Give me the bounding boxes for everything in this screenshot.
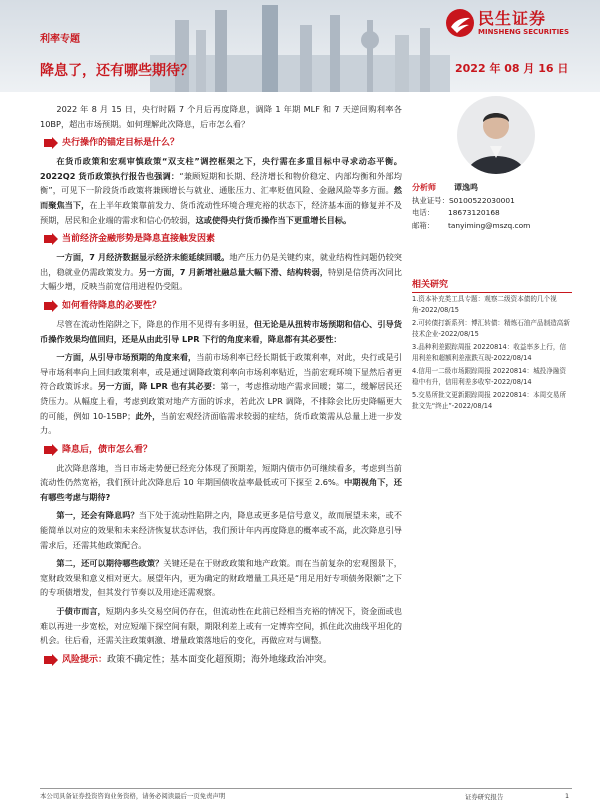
paragraph: 尽管在流动性陷阱之下，降息的作用不见得有多明显，但无论是从扭转市场预期和信心、引导货币操作效果均值回归，还是从由此引导 LPR 下行的角度来看，降息都有其必要性：: [40, 318, 402, 344]
paragraph: 在货币政策和宏观审慎政策“双支柱”调控框架之下，央行需在多重目标中寻求动态平衡。2022Q2 货币政策执行报告也强调：“兼顾短期和长期、经济增长和物价稳定、内部均衡和外部均衡”，可见下一阶段货币政策将兼顾增长与就业、通胀压力、汇率贬值风险、金融风险等多方面。然而聚焦当下，在上半年政策靠前发力、货币流动性环境合理充裕的状态下，经济基本面的修复并不及预期，居民和企业端的需求和信心仍较弱，这或使得央行货币操作当下更重增长目标。: [40, 156, 402, 225]
arrow-right-icon: [44, 233, 58, 245]
report-body: [40, 102, 402, 671]
arrow-right-icon: [44, 444, 58, 456]
arrow-right-icon: [44, 137, 58, 149]
analyst-email[interactable]: tanyiming@mszq.com: [448, 220, 531, 230]
paragraph: 此次降息落地，当日市场走势便已经充分体现了预期差，短期内债市仍可继续看多，考虑到当前流动性仍然宽裕，我们预计此次降息后 10 年期国债收益率最低或可下探至 2.6%。中期视角下，还有哪些考虑与期待?: [40, 462, 402, 502]
analyst-name: 谭逸鸣: [454, 183, 478, 192]
paragraph: 一方面，7 月经济数据显示经济未能延续回暖。地产压力仍是关键约束，就业结构性问题仍较突出，稳就业仍需政策发力。另一方面，7 月新增社融总量大幅下滑、结构转弱，特别是信贷再次同比大幅少增，反映当前宽信用进程仍受阻。: [40, 252, 402, 292]
page-footer: [40, 788, 572, 800]
analyst-cert: S0100522030001: [448, 195, 515, 205]
report-category-tag: 利率专题: [40, 34, 80, 45]
logo-name-en: MINSHENG SECURITIES: [478, 28, 569, 36]
section-heading: 降息后，债市怎么看？: [40, 442, 402, 459]
paragraph: 第一，还会有降息吗？当下处于流动性陷阱之内，降息或更多是信号意义，故而展望未来，或不能简单以对应的效果和未来经济恢复状态评估，我们预计年内再度降息的概率或不高，此次降息引导需求后，还需其他政策配合。: [40, 510, 402, 550]
list-item[interactable]: 5.交易所批文更新跟踪周报 20220814：本周交易所批文先“终止”-2022/08/14: [412, 391, 567, 410]
page-number: 1: [565, 792, 570, 800]
risk-warning: 风险提示：政策不确定性；基本面变化超预期；海外地缘政治冲突。: [40, 652, 402, 669]
arrow-right-icon: [44, 300, 58, 312]
section-heading: 央行操作的锚定目标是什么？: [40, 135, 402, 152]
list-item[interactable]: 1.资本补充类工具专题：观察二级资本债的几个视角-2022/08/15: [412, 295, 557, 314]
analyst-phone: 18673120168: [448, 208, 500, 218]
report-header: [0, 0, 600, 92]
footer-report-type: 证券研究报告: [465, 793, 504, 800]
related-research-list: [412, 294, 572, 414]
list-item[interactable]: 2.可转债打新系列：博汇转债：精炼石油产品制造高新技术企业-2022/08/15: [412, 319, 570, 338]
analyst-avatar-icon: [457, 96, 535, 174]
logo-name-cn: 民生证券: [478, 9, 547, 28]
analyst-photo: [457, 96, 535, 174]
section-heading: 如何看待降息的必要性？: [40, 298, 402, 315]
paragraph: 第二，还可以期待哪些政策？关键还是在于财政政策和地产政策。而在当前复杂的宏观图景下，宽财政效果和意义相对更大。展望年内，更为确定的财政增量工具还是“用足用好专项债务限额”之下的专项债增发，但其发行节奏以及用途还需观察。: [40, 558, 402, 598]
intro-paragraph: 2022 年 8 月 15 日，央行时隔 7 个月后再度降息，调降 1 年期 MLF 和 7 天逆回购利率各 10BP，超出市场预期。如何理解此次降息，后市怎么看？: [40, 104, 402, 129]
arrow-right-icon: [44, 654, 58, 666]
related-research-title: 相关研究: [412, 277, 572, 293]
report-date: 2022 年 08 月 16 日: [455, 62, 569, 75]
company-logo: [445, 6, 585, 46]
disclaimer-note: 本公司具备证券投资咨询业务资格，请务必阅读最后一页免责声明: [40, 792, 226, 800]
list-item[interactable]: 4.信用一二级市场跟踪周报 20220814：城投净融资稳中有升，信用利差多收窄-2022/08/14: [412, 367, 567, 386]
section-heading: 当前经济金融形势是降息直接触发因素: [40, 231, 402, 248]
list-item[interactable]: 3.品种利差跟踪周报 20220814：收益率多上行，信用利差和超额利差涨跌互现-2022/08/14: [412, 343, 567, 362]
analyst-info: 分析师 谭逸鸣 执业证号： S0100522030001 电话： 18673120168 邮箱： tanyiming@mszq.com: [412, 182, 572, 232]
report-title: 降息了，还有哪些期待？: [40, 63, 194, 79]
paragraph: 于债市而言，短期内多头交易空间仍存在，但流动性在此前已经相当充裕的情况下，资金面或也难以再进一步宽松，对应短端下探空间有限，期限利差上或有一定博弈空间，抓住此次曲线平坦化的机会。往后看，还需关注政策刺激、增量政策落地后的变化，再做应对与调整。: [40, 606, 402, 646]
logo-mark-icon: [445, 8, 475, 38]
paragraph: 一方面，从引导市场预期的角度来看，当前市场利率已经长期低于政策利率，对此，央行或是引导市场利率向上回归政策利率，或是通过调降政策利率向市场利率贴近，当前宏观环境下显然后者更符合政策诉求。另一方面，降 LPR 也有其必要：第一，考虑推动地产需求回暖；第二，缓解居民还贷压力。从幅度上看，考虑到政策对地产方面的诉求，若此次 LPR 调降，不排除会比历史降幅更大的可能，例如 10-15BP；此外，当前宏观经济面临需求较弱的症结，货币政策需从总量上进一步发力。: [40, 352, 402, 436]
